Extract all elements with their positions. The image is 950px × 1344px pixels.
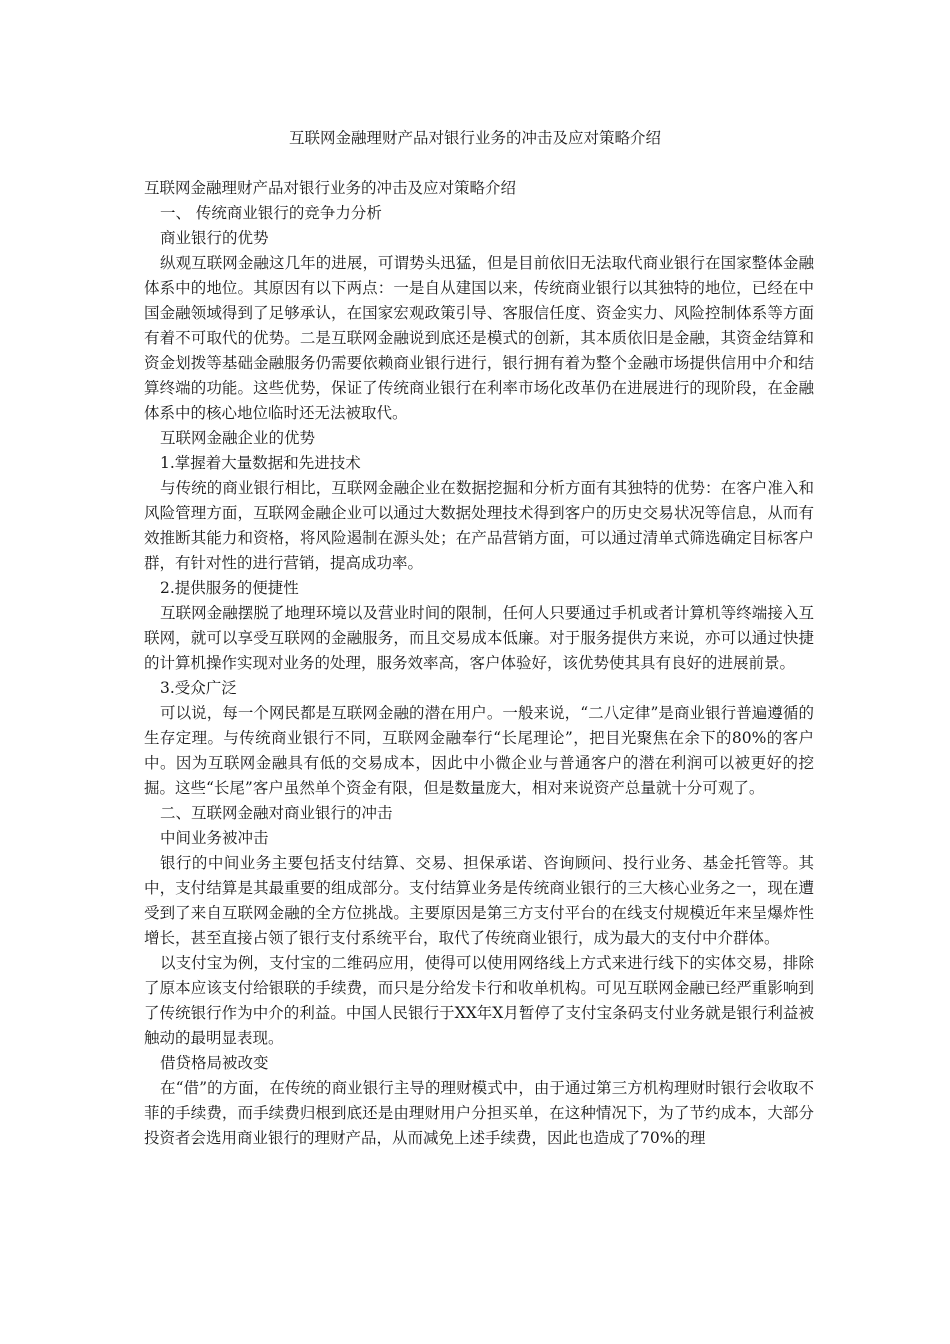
subsection-heading: 中间业务被冲击 <box>160 829 269 847</box>
body-paragraph: 以支付宝为例，支付宝的二维码应用，使得可以使用网络线上方式来进行线下的实体交易，排除了原本应该支付给银联的手续费，而只是分给发卡行和收单机构。可见互联网金融已经严重影响到了传统银行作为中介的利益。中国人民银行于XX年X月暂停了支付宝条码支付业务就是银行利益被触动的最明显表现。 <box>144 954 814 1047</box>
body-paragraph: 与传统的商业银行相比，互联网金融企业在数据挖掘和分析方面有其独特的优势：在客户准入和风险管理方面，互联网金融企业可以通过大数据处理技术得到客户的历史交易状况等信息，从而有效推断其能力和资格，将风险遏制在源头处；在产品营销方面，可以通过清单式筛选确定目标客户群，有针对性的进行营销，提高成功率。 <box>144 479 814 572</box>
body-paragraph: 纵观互联网金融这几年的进展，可谓势头迅猛，但是目前依旧无法取代商业银行在国家整体金融体系中的地位。其原因有以下两点：一是自从建国以来，传统商业银行以其独特的地位，已经在中国金融领域得到了足够承认，在国家宏观政策引导、客服信任度、资金实力、风险控制体系等方面有着不可取代的优势。二是互联网金融说到底还是模式的创新，其本质依旧是金融，其资金结算和资金划拨等基础金融服务仍需要依赖商业银行进行，银行拥有着为整个金融市场提供信用中介和结算终端的功能。这些优势，保证了传统商业银行在利率市场化改革仍在进展进行的现阶段，在金融体系中的核心地位临时还无法被取代。 <box>144 254 814 422</box>
document-body <box>144 176 814 1151</box>
subsection-heading: 互联网金融企业的优势 <box>160 429 316 447</box>
list-heading: 2.提供服务的便捷性 <box>160 579 299 597</box>
body-paragraph: 可以说，每一个网民都是互联网金融的潜在用户。一般来说，“二八定律”是商业银行普遍遵循的生存定理。与传统商业银行不同，互联网金融奉行“长尾理论”，把目光聚焦在余下的80%的客户中。因为互联网金融具有低的交易成本，因此中小微企业与普通客户的潜在利润可以被更好的挖掘。这些“长尾”客户虽然单个资金有限，但是数量庞大，相对来说资产总量就十分可观了。 <box>144 704 814 797</box>
document-subtitle: 互联网金融理财产品对银行业务的冲击及应对策略介绍 <box>144 179 517 197</box>
body-paragraph: 在“借”的方面，在传统的商业银行主导的理财模式中，由于通过第三方机构理财时银行会收取不菲的手续费，而手续费归根到底还是由理财用户分担买单，在这种情况下，为了节约成本，大部分投资者会选用商业银行的理财产品，从而减免上述手续费，因此也造成了70%的理 <box>144 1079 814 1147</box>
list-heading: 1.掌握着大量数据和先进技术 <box>160 454 361 472</box>
subsection-heading: 商业银行的优势 <box>160 229 269 247</box>
section-heading-2: 二、互联网金融对商业银行的冲击 <box>160 804 393 822</box>
body-paragraph: 银行的中间业务主要包括支付结算、交易、担保承诺、咨询顾问、投行业务、基金托管等。其中，支付结算是其最重要的组成部分。支付结算业务是传统商业银行的三大核心业务之一，现在遭受到了来自互联网金融的全方位挑战。主要原因是第三方支付平台的在线支付规模近年来呈爆炸性增长，甚至直接占领了银行支付系统平台，取代了传统商业银行，成为最大的支付中介群体。 <box>144 854 814 947</box>
list-heading: 3.受众广泛 <box>160 679 237 697</box>
body-paragraph: 互联网金融摆脱了地理环境以及营业时间的限制，任何人只要通过手机或者计算机等终端接入互联网，就可以享受互联网的金融服务，而且交易成本低廉。对于服务提供方来说，亦可以通过快捷的计算机操作实现对业务的处理，服务效率高，客户体验好，该优势使其具有良好的进展前景。 <box>144 604 814 672</box>
document-title: 互联网金融理财产品对银行业务的冲击及应对策略介绍 <box>288 129 661 147</box>
subsection-heading: 借贷格局被改变 <box>160 1054 269 1072</box>
section-heading-1: 一、 传统商业银行的竞争力分析 <box>160 204 382 222</box>
